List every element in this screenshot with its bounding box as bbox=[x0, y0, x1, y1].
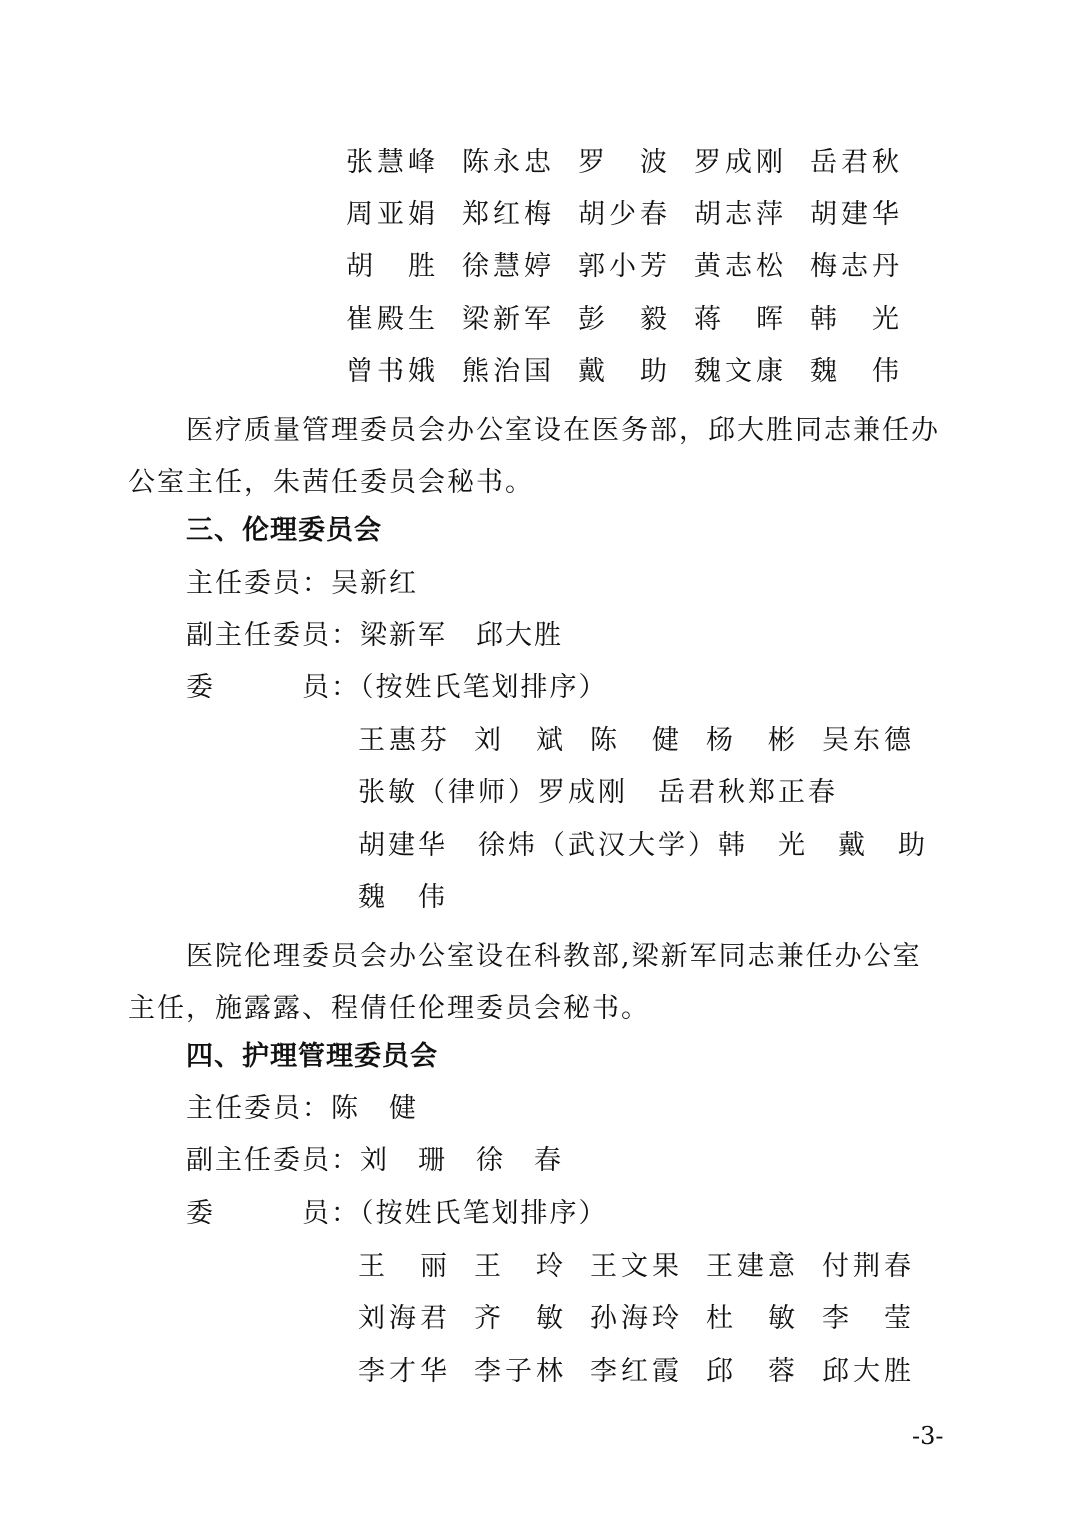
member-name: 韩 光 bbox=[810, 304, 903, 335]
quality-member-row bbox=[346, 355, 926, 389]
member-name: 陈永忠 bbox=[462, 147, 555, 178]
section-heading-ethics: 三、伦理委员会 bbox=[186, 515, 382, 546]
member-name: 邱 蓉 bbox=[706, 1356, 799, 1387]
member-name: 刘 斌 bbox=[474, 725, 567, 756]
member-name: 魏文康 bbox=[694, 356, 787, 387]
member-name: 陈 健 bbox=[590, 725, 683, 756]
ethics-member-line: 张敏（律师）罗成刚 岳君秋郑正春 bbox=[358, 777, 838, 808]
members-label-char: 委 bbox=[186, 1198, 215, 1229]
ethics-vice-director: 副主任委员：梁新军 邱大胜 bbox=[186, 620, 563, 651]
members-label-text: 员：（按姓氏笔划排序） bbox=[302, 672, 608, 703]
member-name: 周亚娟 bbox=[346, 199, 439, 230]
nursing-member-row bbox=[358, 1302, 938, 1336]
member-name: 齐 敏 bbox=[474, 1303, 567, 1334]
ethics-director: 主任委员：吴新红 bbox=[186, 568, 418, 599]
member-name: 王文果 bbox=[590, 1251, 683, 1282]
member-name: 孙海玲 bbox=[590, 1303, 683, 1334]
member-name: 徐慧婷 bbox=[462, 251, 555, 282]
quality-member-row bbox=[346, 303, 926, 337]
member-name: 杜 敏 bbox=[706, 1303, 799, 1334]
member-name: 邱大胜 bbox=[822, 1356, 915, 1387]
quality-member-row bbox=[346, 198, 926, 232]
paragraph-line: 主任，施露露、程倩任伦理委员会秘书。 bbox=[128, 993, 650, 1024]
member-name: 梅志丹 bbox=[810, 251, 903, 282]
nursing-director: 主任委员：陈 健 bbox=[186, 1093, 418, 1124]
member-name: 曾书娥 bbox=[346, 356, 439, 387]
member-name: 郑红梅 bbox=[462, 199, 555, 230]
nursing-vice-director: 副主任委员：刘 珊 徐 春 bbox=[186, 1145, 563, 1176]
member-name: 崔殿生 bbox=[346, 304, 439, 335]
member-name: 王 玲 bbox=[474, 1251, 567, 1282]
member-name: 戴 助 bbox=[578, 356, 671, 387]
member-name: 王惠芬 bbox=[358, 725, 451, 756]
member-name: 彭 毅 bbox=[578, 304, 671, 335]
member-name: 梁新军 bbox=[462, 304, 555, 335]
member-name: 黄志松 bbox=[694, 251, 787, 282]
ethics-member-line: 胡建华 徐炜（武汉大学）韩 光 戴 助 bbox=[358, 830, 928, 861]
quality-member-row bbox=[346, 146, 926, 180]
member-name: 罗成刚 bbox=[694, 147, 787, 178]
member-name: 魏 伟 bbox=[810, 356, 903, 387]
member-name: 杨 彬 bbox=[706, 725, 799, 756]
member-name: 胡志萍 bbox=[694, 199, 787, 230]
nursing-member-row bbox=[358, 1355, 938, 1389]
member-name: 胡建华 bbox=[810, 199, 903, 230]
member-name: 李子林 bbox=[474, 1356, 567, 1387]
member-name: 李 莹 bbox=[822, 1303, 915, 1334]
nursing-member-row bbox=[358, 1250, 938, 1284]
paragraph-line: 医院伦理委员会办公室设在科教部,梁新军同志兼任办公室 bbox=[186, 941, 922, 972]
paragraph-line: 公室主任，朱茜任委员会秘书。 bbox=[128, 467, 534, 498]
members-label-text: 员：（按姓氏笔划排序） bbox=[302, 1198, 608, 1229]
paragraph-line: 医疗质量管理委员会办公室设在医务部，邱大胜同志兼任办 bbox=[186, 415, 940, 446]
member-name: 张慧峰 bbox=[346, 147, 439, 178]
quality-office-paragraph bbox=[128, 408, 948, 500]
member-name: 郭小芳 bbox=[578, 251, 671, 282]
member-name: 胡 胜 bbox=[346, 251, 439, 282]
nursing-members-label bbox=[186, 1197, 608, 1231]
member-name: 蒋 晖 bbox=[694, 304, 787, 335]
member-name: 李红霞 bbox=[590, 1356, 683, 1387]
section-heading-nursing: 四、护理管理委员会 bbox=[186, 1041, 438, 1072]
ethics-member-line: 魏 伟 bbox=[358, 882, 448, 913]
member-name: 罗 波 bbox=[578, 147, 671, 178]
page-number: -3- bbox=[912, 1422, 944, 1450]
member-name: 熊治国 bbox=[462, 356, 555, 387]
ethics-members-label bbox=[186, 671, 608, 705]
member-name: 岳君秋 bbox=[810, 147, 903, 178]
quality-member-row bbox=[346, 250, 926, 284]
members-label-char: 委 bbox=[186, 672, 215, 703]
member-name: 吴东德 bbox=[822, 725, 915, 756]
ethics-member-row bbox=[358, 724, 938, 758]
member-name: 刘海君 bbox=[358, 1303, 451, 1334]
member-name: 王 丽 bbox=[358, 1251, 451, 1282]
member-name: 王建意 bbox=[706, 1251, 799, 1282]
member-name: 付荆春 bbox=[822, 1251, 915, 1282]
member-name: 李才华 bbox=[358, 1356, 451, 1387]
ethics-office-paragraph bbox=[128, 934, 948, 1026]
member-name: 胡少春 bbox=[578, 199, 671, 230]
